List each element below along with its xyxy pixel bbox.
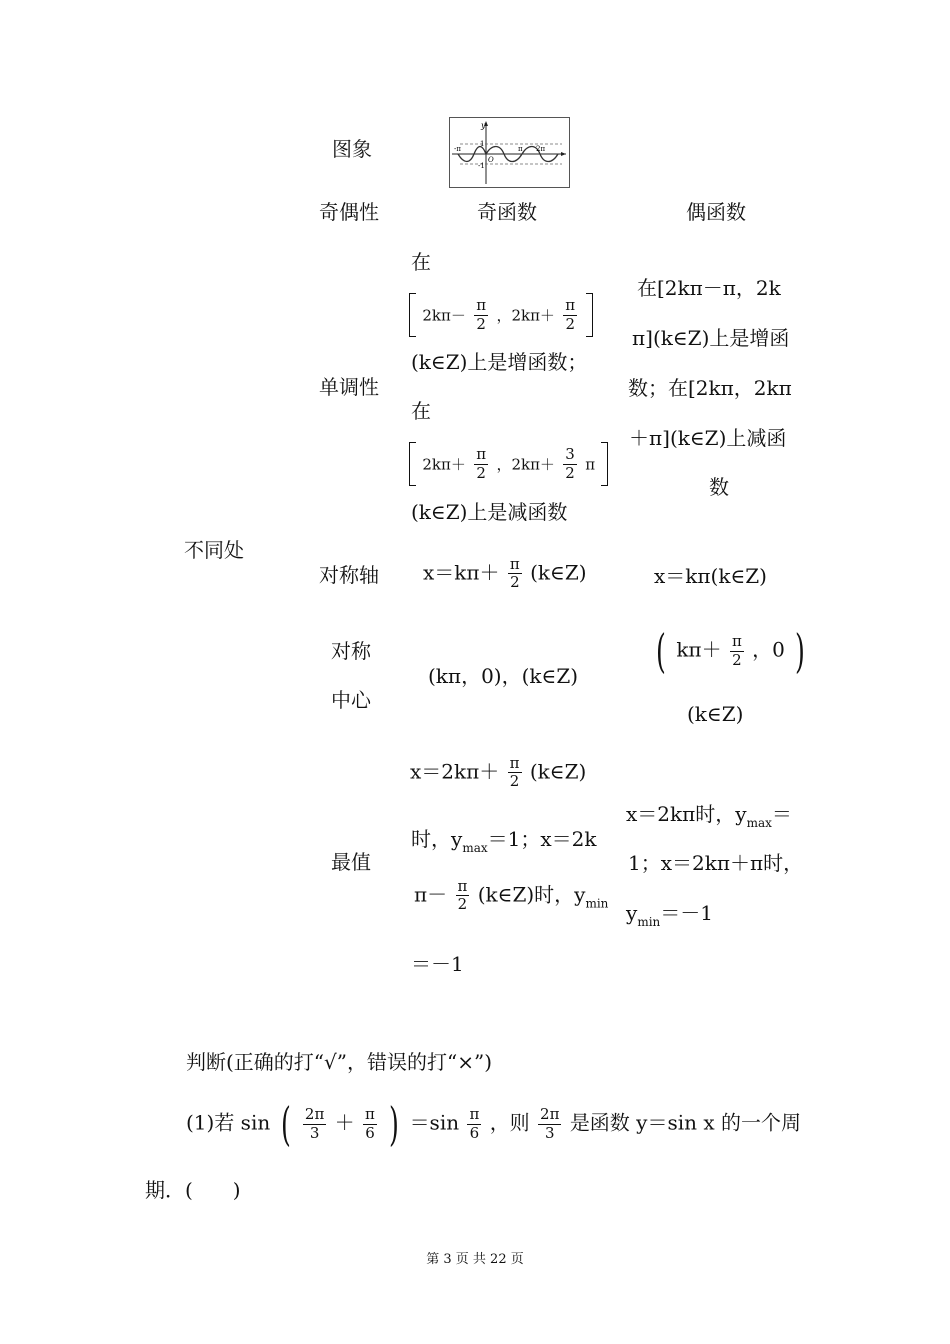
bracket-left <box>409 293 416 337</box>
fraction: $\frac{\pi}{6}$ <box>469 1105 480 1142</box>
graph-label-y: y <box>481 121 486 130</box>
mono-cos-l4: ＋π](k∈Z)上减函 <box>629 426 787 450</box>
fraction: $\frac{\pi}{2}$ <box>457 877 468 914</box>
graph-label-negpi: -π <box>454 145 461 153</box>
group-label-differences: 不同处 <box>184 538 244 562</box>
graph-label-2pi: 2π <box>536 145 546 153</box>
graph-label-pi: π <box>518 145 523 153</box>
graph-x-arrow <box>561 152 566 156</box>
fraction: $\frac{3}{2}$ <box>565 445 575 482</box>
mono-cos-l2: π](k∈Z)上是增函 <box>632 326 790 350</box>
bracket-left <box>409 442 416 486</box>
fraction: $\frac{2\pi}{3}$ <box>304 1105 325 1142</box>
row-label-center-1: 对称 <box>331 639 371 663</box>
fraction: $\frac{2\pi}{3}$ <box>540 1105 560 1142</box>
mono-cos-l1: 在[2kπ－π，2k <box>637 276 781 300</box>
row-label-monotonic: 单调性 <box>319 375 379 399</box>
ext-sin-l2: 时，$y_{max}=1$；x＝2k <box>411 827 597 855</box>
mono-sin-interval2: 2kπ＋ $\frac{\pi}{2}$ ，2kπ＋ $\frac{3}{2}$ π <box>409 442 608 486</box>
mono-sin-inc: (k∈Z)上是增函数； <box>411 350 588 374</box>
ext-cos-l3: $y_{min}=-1$ <box>626 901 713 929</box>
judge-intro: 判断(正确的打“√”，错误的打“×”) <box>186 1050 493 1074</box>
fraction: $\frac{\pi}{2}$ <box>509 754 520 791</box>
sine-graph-svg <box>450 118 569 187</box>
ext-cos-l2: 1；x＝2kπ＋π时， <box>628 851 804 875</box>
row-label-axis: 对称轴 <box>319 563 379 587</box>
axis-cos: x＝kπ(k∈Z) <box>654 564 767 588</box>
bracket-right <box>601 442 608 486</box>
judge-q1-line1: (1)若 sin ( $\frac{2\pi}{3}$ ＋ $\frac{\pi}{6}$ ) ＝sin $\frac{\pi}{6}$ ，则 $\frac{2\pi}{3}$ 是函数 y＝sin x 的一个周 <box>186 1097 802 1151</box>
row-label-center-2: 中心 <box>331 688 371 712</box>
ext-sin-l4: ＝－1 <box>411 952 464 976</box>
ext-sin-l3: π－ $\frac{\pi}{2}$ (k∈Z)时，$y_{min}$ <box>414 877 609 914</box>
mono-sin-interval1: 2kπ－ $\frac{\pi}{2}$ ，2kπ＋ $\frac{\pi}{2}$ <box>409 293 593 337</box>
judge-q1-line2: 期．( ) <box>145 1178 241 1202</box>
row-label-parity: 奇偶性 <box>319 200 379 224</box>
graph-label-ytickneg1: -1 <box>478 162 485 170</box>
ext-cos-l1: x＝2kπ时，$y_{max}=$ <box>626 802 792 830</box>
fraction: $\frac{\pi}{2}$ <box>731 632 742 669</box>
parity-cos: 偶函数 <box>686 200 746 224</box>
fraction: $\frac{\pi}{2}$ <box>476 445 487 482</box>
mono-sin-dec: (k∈Z)上是减函数 <box>411 500 568 524</box>
graph-label-origin: O <box>488 156 494 164</box>
row-label-extremum: 最值 <box>331 850 371 874</box>
mono-cos-l5: 数 <box>709 475 729 499</box>
center-sin: (kπ，0)，(k∈Z) <box>428 664 579 688</box>
axis-sin: x＝kπ＋ $\frac{\pi}{2}$ (k∈Z) <box>423 555 587 592</box>
mono-cos-l3: 数；在[2kπ，2kπ <box>628 376 792 400</box>
center-cos-k: (k∈Z) <box>687 702 744 726</box>
mono-sin-zai1: 在 <box>411 250 431 274</box>
row-label-graph: 图象 <box>332 137 372 161</box>
graph-label-ytick1: 1 <box>480 140 485 148</box>
sine-graph-image <box>449 117 570 188</box>
fraction: $\frac{\pi}{2}$ <box>509 555 520 592</box>
ext-sin-l1: x＝2kπ＋ $\frac{\pi}{2}$ (k∈Z) <box>410 754 587 791</box>
center-cos: ( kπ＋ $\frac{\pi}{2}$ ，0 ) <box>656 624 806 678</box>
fraction: $\frac{\pi}{2}$ <box>565 296 576 333</box>
page-footer: 第 3 页 共 22 页 <box>426 1252 524 1267</box>
parity-sin: 奇函数 <box>477 200 537 224</box>
fraction: $\frac{\pi}{2}$ <box>476 296 487 333</box>
bracket-right <box>586 293 593 337</box>
mono-sin-zai2: 在 <box>411 399 431 423</box>
fraction: $\frac{\pi}{6}$ <box>365 1105 375 1142</box>
